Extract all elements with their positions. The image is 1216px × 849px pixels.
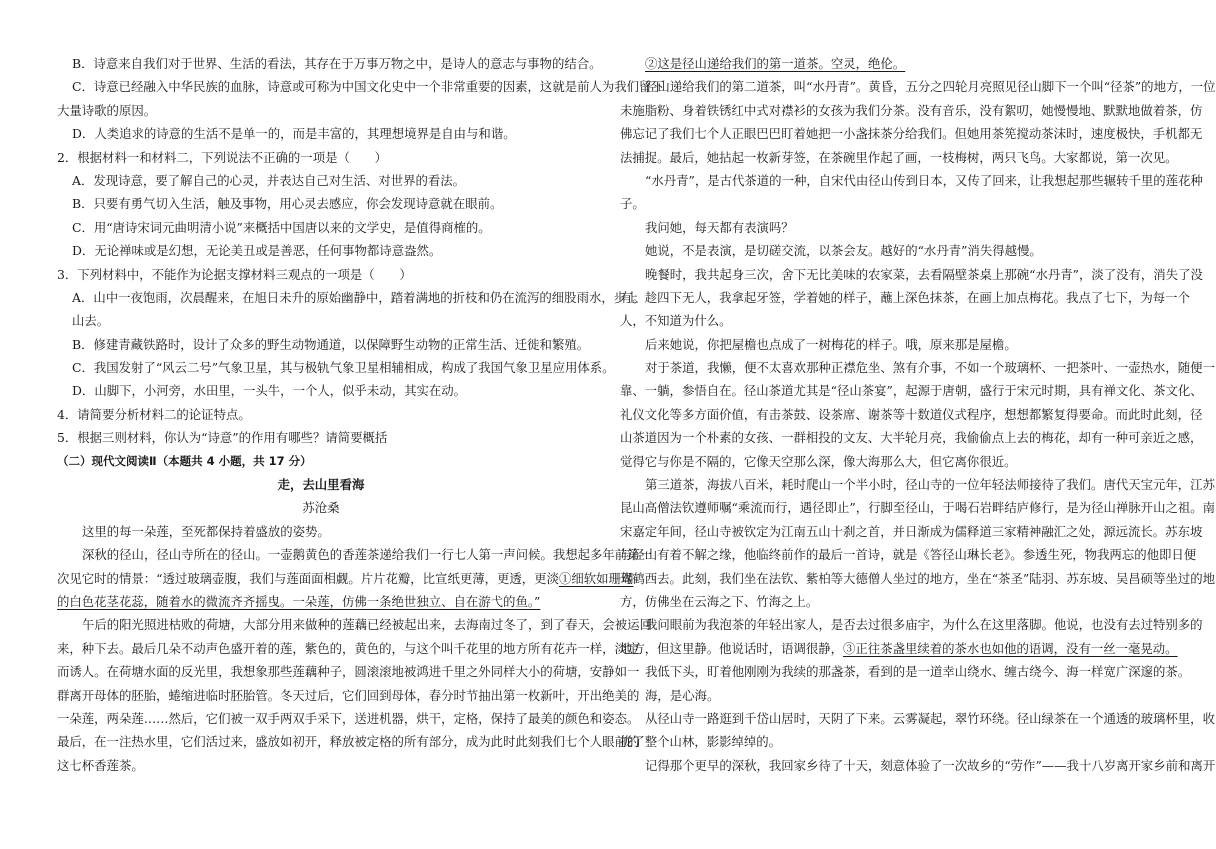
line-text: C．用“唐诗宋词元曲明清小说”来概括中国唐以来的文学史，是值得商榷的。 (72, 219, 491, 235)
line-text: 山去。 (72, 313, 110, 329)
text-line (620, 403, 1203, 426)
line-text: 第三道茶，海拔八百米，耗时爬山一个半小时，径山寺的一位年轻法师接待了我们。唐代天宝元年，江苏 (645, 477, 1215, 493)
text-line (620, 684, 1148, 707)
text-line (620, 613, 1203, 636)
line-text: 晚餐时，我共起身三次，舍下无比美味的农家菜，去看隔壁茶桌上那碗“水丹青”，淡了没有，消失了没 (645, 266, 1203, 282)
line-text: B．诗意来自我们对于世界、生活的看法，其存在于万事万物之中，是诗人的意志与事物的结合。 (72, 56, 602, 71)
underlined-phrase: ①细软如珊瑚 (558, 570, 634, 586)
left-column (57, 52, 664, 777)
text-line (57, 216, 585, 239)
text-line (57, 660, 640, 683)
text-line (620, 75, 1216, 98)
line-text: 法捕捉。最后，她拈起一枚新芽签，在茶碗里作起了画，一枝梅树，两只飞鸟。大家都说，第一次见。 (620, 149, 1178, 165)
text-line (620, 450, 1148, 473)
line-text: B．修建青藏铁路时，设计了众多的野生动物通道，以保障野生动物的正常生活、迁徙和繁殖。 (72, 336, 590, 352)
text-line (57, 146, 585, 169)
line-text: 记得那个更早的深秋，我回家乡待了十天，刻意体验了一次故乡的“劳作”——我十八岁离开家乡前和离开 (645, 757, 1216, 773)
line-text: 我低下头，盯着他刚刚为我续的那盏茶，看到的是一道幸山绕水、缠古绕今、海一样宽广深邃的茶。 (645, 664, 1191, 680)
text-line (57, 613, 652, 636)
line-text: 径山递给我们的第二道茶，叫“水丹青”。黄昏，五分之四轮月亮照见径山脚下一个叫“径茶”的地方，一位 (645, 79, 1216, 95)
line-text: 我问她，每天都有表演吗？ (645, 219, 794, 235)
line-text: 大量诗歌的原因。 (57, 102, 157, 118)
text-line (57, 520, 585, 543)
text-line (620, 567, 1216, 590)
line-text: 礼仪文化等多方面价值，有击茶鼓、设茶席、谢茶等十数道仪式程序，想想都繁复得要命。而此时此刻，径 (620, 406, 1203, 422)
line-text: 4．请简要分析材料二的论证特点。 (57, 406, 251, 422)
text-line (620, 754, 1216, 777)
line-text: 昆山高僧法钦遵师嘱“乘流而行，遇径即止”，行脚至径山，于喝石岩畔结庐修行，是为径山禅脉开山之祖。南 (620, 500, 1216, 516)
text-line (57, 286, 639, 309)
text-line (620, 263, 1203, 286)
text-line (57, 403, 585, 426)
line-text: 对于茶道，我懒，便不太喜欢那种正襟危坐、煞有介事，不如一个玻璃杯、一把茶叶、一壶热水，随便一 (645, 360, 1215, 376)
text-line (620, 333, 1148, 356)
text-line (57, 379, 585, 402)
text-line (57, 426, 585, 449)
text-line (620, 239, 1148, 262)
line-text: 5．根据三则材料，你认为“诗意”的作用有哪些？请简要概括 (57, 430, 388, 446)
line-text: 有。趁四下无人，我拿起牙签，学着她的样子，蘸上深色抹茶，在画上加点梅花。我点了七下，为每一个 (620, 289, 1190, 305)
line-text: 走，去山里看海 (277, 477, 365, 493)
text-line (57, 543, 652, 566)
text-line (620, 473, 1215, 496)
line-text: C．我国发射了“风云二号”气象卫星，其与极轨气象卫星相辅相成，构成了我国气象卫星应用体系。 (72, 360, 615, 376)
line-text: B．只要有勇气切入生活，触及事物，用心灵去感应，你会发现诗意就在眼前。 (72, 196, 503, 212)
line-text: 这里的每一朵莲，至死都保持着盛放的姿势。 (82, 523, 330, 539)
line-text: 拢了整个山林，影影绰绰的。 (620, 734, 782, 750)
line-text: C．诗意已经融入中华民族的血脉，诗意或可称为中国文化史中一个非常重要的因素，这就是前人为我们留下 (72, 79, 664, 95)
line-text: 子。 (620, 196, 645, 212)
text-line (620, 730, 1148, 753)
text-line (57, 52, 602, 75)
text-line (620, 309, 1148, 332)
line-text: ②这是径山递给我们的第一道茶。空灵，绝伦。 (645, 56, 906, 71)
line-text: 的白色花茎花蕊，随着水的微流齐齐摇曳。一朵莲，仿佛一条绝世独立、自在游弋的鱼。” (57, 593, 541, 609)
text-line (57, 75, 664, 98)
text-line (620, 216, 1148, 239)
line-text: 3．下列材料中，不能作为论据支撑材料三观点的一项是（ ） (57, 266, 412, 282)
right-column (620, 52, 1216, 777)
line-text: 这七杯香莲茶。 (57, 757, 144, 773)
text-line (620, 52, 1148, 75)
line-text: 我问眼前为我泡茶的年轻出家人，是否去过很多庙宇，为什么在这里落脚。他说，也没有去过特别多的 (645, 617, 1203, 633)
text-line (57, 333, 590, 356)
line-text: 未施脂粉、身着铁锈红中式对襟衫的女孩为我们分茶。没有音乐，没有絮叨，她慢慢地、默默地做着茶，仿 (620, 102, 1203, 118)
line-text: 午后的阳光照进枯败的荷塘，大部分用来做种的莲藕已经被起出来，去海南过冬了，到了春天，会被运回 (82, 617, 652, 633)
text-line (57, 450, 585, 473)
text-line (620, 99, 1203, 122)
text-line (620, 192, 1148, 215)
text-line (57, 707, 640, 730)
line-text: D．山脚下，小河旁，水田里，一头牛，一个人，似乎未动，其实在动。 (72, 383, 467, 399)
line-text: 山茶道因为一个朴素的女孩、一群相投的文友、大半轮月亮，我偷偷点上去的梅花，却有一种可亲近之感， (620, 430, 1203, 446)
text-line (57, 192, 585, 215)
line-text: 佛忘记了我们七个人正眼巴巴盯着她把一小盏抹茶分给我们。但她用茶筅搅动茶沫时，速度极快，手机都无 (620, 126, 1203, 142)
line-text: 来，种下去。最后几朵不动声色盛开着的莲，紫色的，黄色的，与这个叫千花里的地方所有花卉一样，淡定 (57, 640, 640, 656)
line-text: 群离开母体的胚胎，蜷缩进临时胚胎管。冬天过后，它们回到母体，春分时节抽出第一枚新叶，开出绝美的 (57, 687, 640, 703)
text-line (620, 496, 1216, 519)
line-text: 后来她说，你把屋檐也点成了一树梅花的样子。哦，原来那是屋檐。 (645, 336, 1017, 352)
text-line (620, 146, 1178, 169)
text-line (620, 356, 1215, 379)
line-text: D．无论禅味或是幻想，无论美丑或是善恶，任何事物都诗意盎然。 (72, 243, 442, 259)
text-line (57, 684, 640, 707)
line-text: D．人类追求的诗意的生活不是单一的，而是丰富的，其理想境界是自由与和谐。 (72, 126, 516, 142)
text-line (57, 637, 640, 660)
text-line (57, 169, 585, 192)
line-text: 2．根据材料一和材料二，下列说法不正确的一项是（ ） (57, 149, 388, 165)
line-text: 人，不知道为什么。 (620, 313, 732, 329)
text-line (620, 286, 1190, 309)
text-line (620, 660, 1191, 683)
text-line (57, 263, 585, 286)
text-line (620, 543, 1197, 566)
text-line (620, 169, 1203, 192)
line-text: 方，仿佛坐在云海之下、竹海之上。 (620, 593, 819, 609)
text-line (620, 379, 1203, 402)
text-line (57, 730, 640, 753)
article-title (57, 473, 585, 496)
text-line (57, 309, 585, 332)
line-text: 海，是心海。 (645, 687, 720, 703)
text-line (57, 567, 634, 590)
line-text: 而诱人。在荷塘水面的反光里，我想象那些莲藕种子，圆滚滚地被鸿进千里之外同样大小的荷塘，安静如一 (57, 664, 640, 680)
text-line (620, 707, 1215, 730)
line-text: 与径山有着不解之缘，他临终前作的最后一首诗，就是《答径山琳长老》。参透生死，物我两忘的他即日便 (620, 547, 1197, 563)
article-author (57, 496, 585, 519)
line-text: A．山中一夜饱雨，次晨醒来，在旭日未升的原始幽静中，踏着满地的折枝和仍在流泻的细股雨水，步上 (72, 289, 639, 305)
text-line (620, 426, 1203, 449)
line-text: 宋嘉定年间，径山寺被钦定为江南五山十刹之首，并日渐成为儒释道三家精神融汇之处，源远流长。苏东坡 (620, 523, 1203, 539)
text-line (57, 122, 585, 145)
line-text: 驾鹤西去。此刻，我们坐在法钦、紫柏等大德僧人坐过的地方，坐在“茶圣”陆羽、苏东坡、吴昌硕等坐过的地 (620, 570, 1216, 586)
line-text: 她说，不是表演，是切磋交流，以茶会友。越好的“水丹青”消失得越慢。 (645, 243, 1042, 259)
line-text: 最后，在一注热水里，它们活过来，盛放如初开，释放被定格的所有部分，成为此时此刻我们七个人眼前的 (57, 734, 640, 750)
line-text: 次见它时的情景：“透过玻璃壶腹，我们与莲面面相觑。片片花瓣，比宣纸更薄，更透，更淡 (57, 570, 559, 586)
line-text: A．发现诗意，要了解自己的心灵，并表达自己对生活、对世界的看法。 (72, 172, 466, 188)
underlined-phrase: ③正往茶盏里续着的茶水也如他的语调，没有一丝一毫晃动。 (843, 640, 1178, 656)
line-text: （二）现代文阅读Ⅱ（本题共 4 小题，共 17 分） (57, 453, 312, 468)
line-text: 从径山寺一路逛到千岱山居时，天阴了下来。云雾凝起，翠竹环绕。径山绿茶在一个通透的玻璃杯里，收 (645, 710, 1215, 726)
line-text: 觉得它与你是不隔的，它像天空那么深，像大海那么大，但它离你很近。 (620, 453, 1017, 469)
text-line (620, 637, 1178, 660)
text-line (57, 239, 585, 262)
line-text: 地方，但这里静。他说话时，语调很静， (620, 640, 844, 656)
text-line (57, 754, 585, 777)
text-line (57, 356, 615, 379)
line-text: “水丹青”，是古代茶道的一种，自宋代由径山传到日本，又传了回来，让我想起那些辗转千里的莲花种 (645, 172, 1203, 188)
text-line (620, 520, 1203, 543)
text-line (57, 99, 585, 122)
line-text: 一朵莲，两朵莲……然后，它们被一双手两双手采下，送进机器，烘干，定格，保持了最美的颜色和姿态。 (57, 710, 640, 726)
line-text: 靠、一躺，参悟自在。径山茶道尤其是“径山茶宴”，起源于唐朝，盛行于宋元时期，具有禅文化、茶文化、 (620, 383, 1203, 399)
text-line (620, 122, 1203, 145)
line-text: 深秋的径山，径山寺所在的径山。一壶鹅黄色的香莲茶递给我们一行七人第一声问候。我想起多年前第一 (82, 547, 652, 563)
line-text: 苏沧桑 (302, 500, 340, 516)
text-line (57, 590, 585, 613)
text-line (620, 590, 1148, 613)
